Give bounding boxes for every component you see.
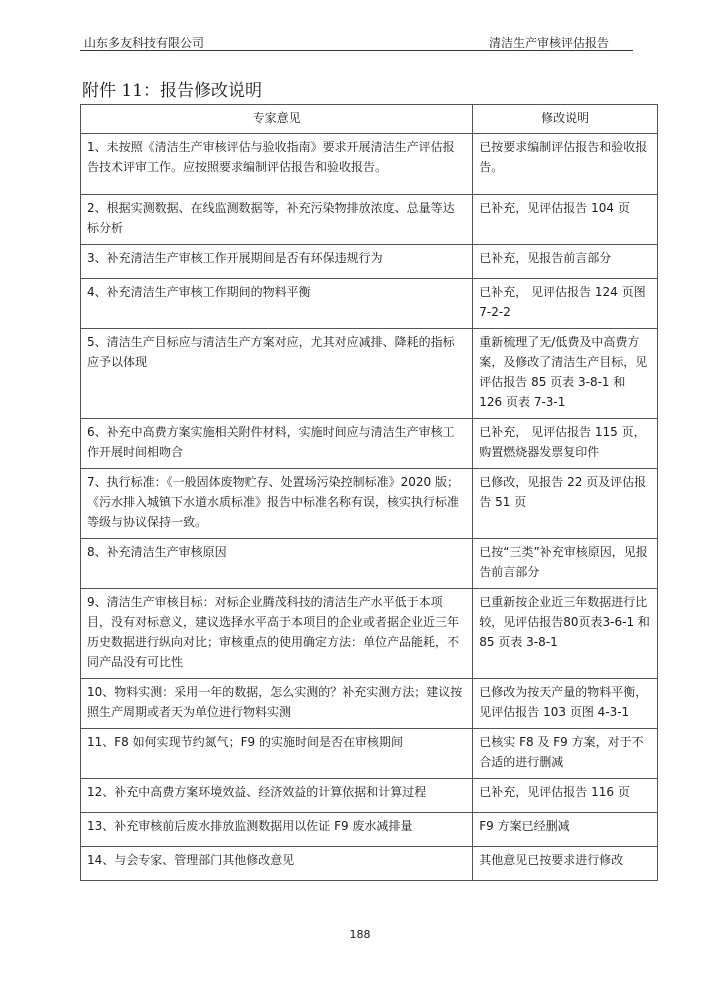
table-header-row (81, 105, 658, 134)
expert-opinion-cell: 3、补充清洁生产审核工作开展期间是否有环保违规行为 (81, 245, 473, 279)
revision-note-cell: 已补充，见评估报告 104 页 (473, 195, 658, 245)
table-row (81, 245, 658, 279)
expert-opinion-cell: 8、补充清洁生产审核原因 (81, 539, 473, 589)
revision-note-cell: 已补充，见报告前言部分 (473, 245, 658, 279)
column-header-response: 修改说明 (473, 105, 658, 134)
table-row (81, 813, 658, 847)
revision-note-cell: 已补充， 见评估报告 124 页图 7-2-2 (473, 279, 658, 329)
page-number: 188 (349, 928, 371, 941)
table-row (81, 419, 658, 469)
column-header-opinion: 专家意见 (81, 105, 473, 134)
expert-opinion-cell: 4、补充清洁生产审核工作期间的物料平衡 (81, 279, 473, 329)
expert-opinion-cell: 10、物料实测：采用一年的数据，怎么实测的？补充实测方法；建议按照生产周期或者天为单位进行物料实测 (81, 679, 473, 729)
revision-note-cell: 其他意见已按要求进行修改 (473, 847, 658, 881)
table-row (81, 134, 658, 195)
revision-table (80, 104, 658, 881)
expert-opinion-cell: 5、清洁生产目标应与清洁生产方案对应，尤其对应减排、降耗的指标应予以体现 (81, 329, 473, 419)
revision-note-cell: 已核实 F8 及 F9 方案，对于不合适的进行删减 (473, 729, 658, 779)
page-title: 附件 11：报告修改说明 (82, 81, 263, 101)
revision-note-cell: F9 方案已经删减 (473, 813, 658, 847)
expert-opinion-cell: 11、F8 如何实现节约氮气；F9 的实施时间是否在审核期间 (81, 729, 473, 779)
expert-opinion-cell: 13、补充审核前后废水排放监测数据用以佐证 F9 废水减排量 (81, 813, 473, 847)
table-row (81, 539, 658, 589)
table-row (81, 469, 658, 539)
revision-note-cell: 已修改为按天产量的物料平衡，见评估报告 103 页图 4-3-1 (473, 679, 658, 729)
expert-opinion-cell: 12、补充中高费方案环境效益、经济效益的计算依据和计算过程 (81, 779, 473, 813)
table-row (81, 679, 658, 729)
expert-opinion-cell: 14、与会专家、管理部门其他修改意见 (81, 847, 473, 881)
page-header (80, 32, 633, 51)
expert-opinion-cell: 6、补充中高费方案实施相关附件材料，实施时间应与清洁生产审核工作开展时间相吻合 (81, 419, 473, 469)
expert-opinion-cell: 7、执行标准：《一般固体废物贮存、处置场污染控制标准》2020 版；《污水排入城镇下水道水质标准》报告中标准名称有误，核实执行标准等级与协议保持一致。 (81, 469, 473, 539)
company-name: 山东多友科技有限公司 (84, 36, 205, 50)
expert-opinion-cell: 1、未按照《清洁生产审核评估与验收指南》要求开展清洁生产评估报告技术评审工作。应按照要求编制评估报告和验收报告。 (81, 134, 473, 195)
revision-note-cell: 已按要求编制评估报告和验收报告。 (473, 134, 658, 195)
revision-note-cell: 已补充，见评估报告 116 页 (473, 779, 658, 813)
table-row (81, 847, 658, 881)
revision-note-cell: 重新梳理了无/低费及中高费方案，及修改了清洁生产目标，见评估报告 85 页表 3-8-1 和 126 页表 7-3-1 (473, 329, 658, 419)
table-row (81, 279, 658, 329)
revision-note-cell: 已按“三类”补充审核原因，见报告前言部分 (473, 539, 658, 589)
revision-note-cell: 已补充， 见评估报告 115 页，购置燃烧器发票复印件 (473, 419, 658, 469)
table-row (81, 195, 658, 245)
table-row (81, 729, 658, 779)
table-row (81, 329, 658, 419)
table-row (81, 779, 658, 813)
expert-opinion-cell: 9、清洁生产审核目标：对标企业腾茂科技的清洁生产水平低于本项目，没有对标意义，建议选择水平高于本项目的企业或者据企业近三年历史数据进行纵向对比；审核重点的使用确定方法：单位产品能耗，不同产品没有可比性 (81, 589, 473, 679)
document-title: 清洁生产审核评估报告 (488, 36, 609, 50)
table-row (81, 589, 658, 679)
expert-opinion-cell: 2、根据实测数据、在线监测数据等，补充污染物排放浓度、总量等达标分析 (81, 195, 473, 245)
revision-note-cell: 已重新按企业近三年数据进行比较，见评估报告80页表3-6-1 和 85 页表 3-8-1 (473, 589, 658, 679)
revision-note-cell: 已修改，见报告 22 页及评估报告 51 页 (473, 469, 658, 539)
